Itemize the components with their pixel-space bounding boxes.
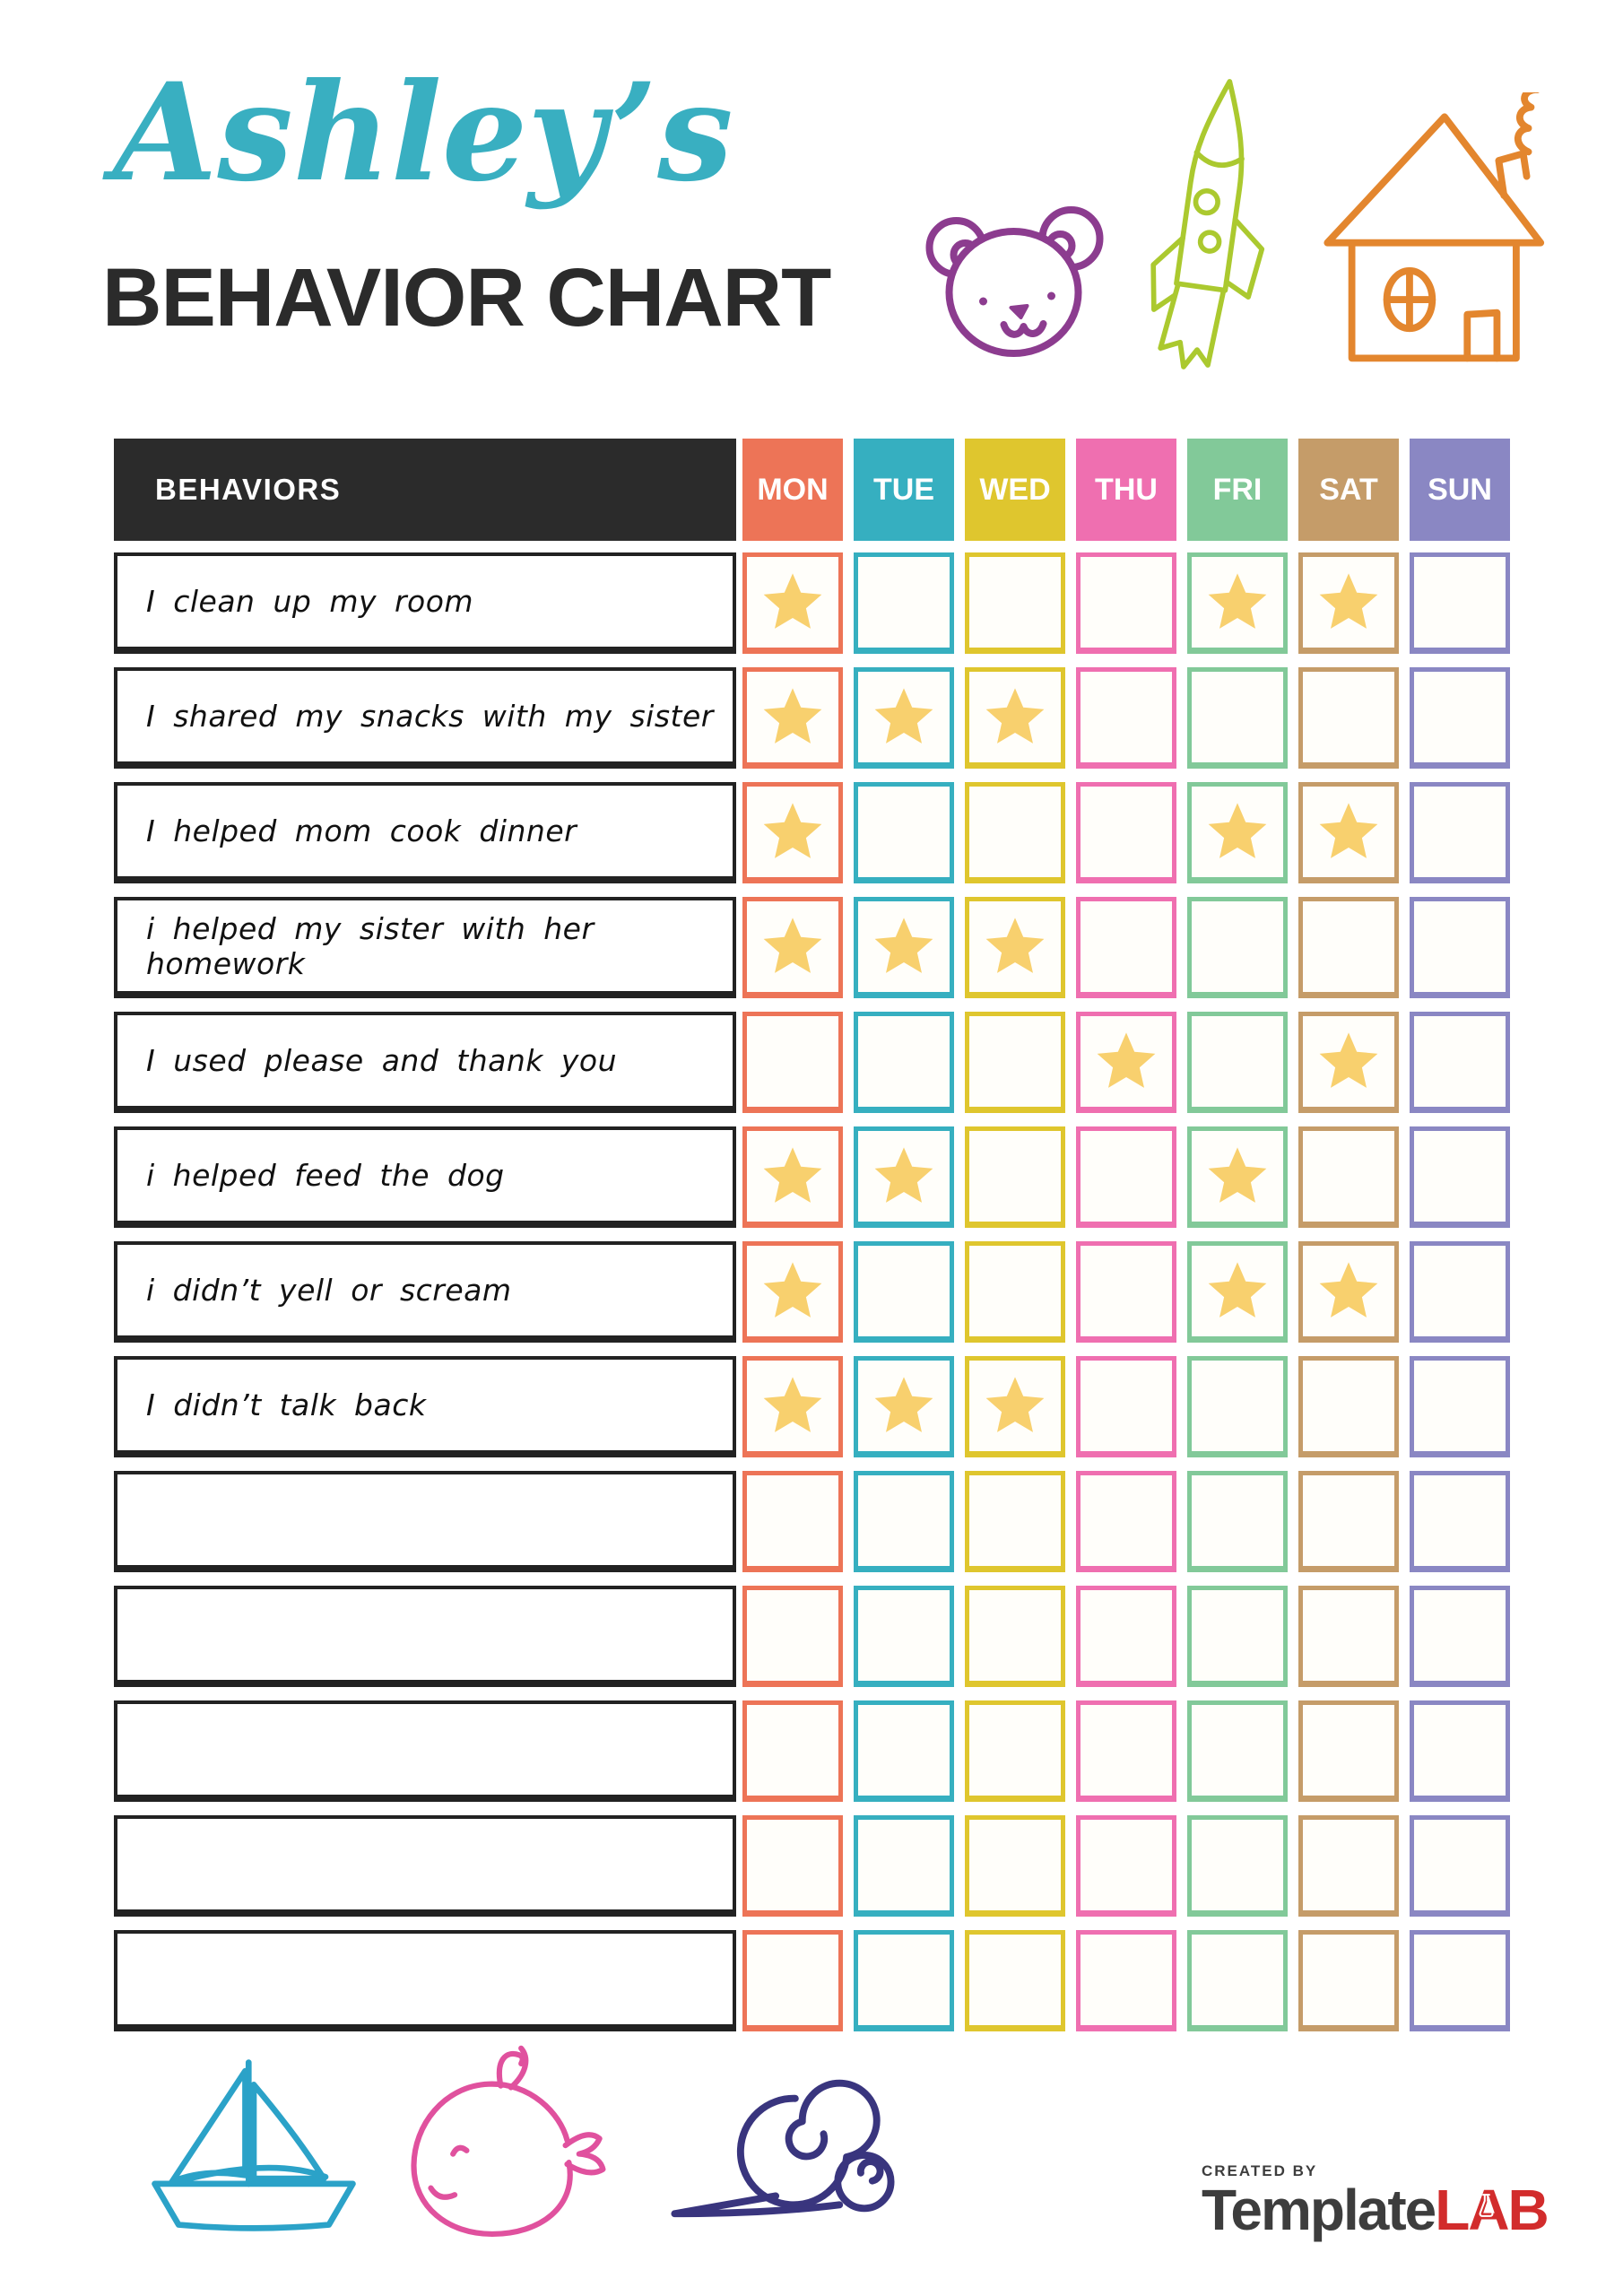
behavior-chart-table — [114, 439, 1510, 2045]
day-cell-sat[interactable] — [1298, 552, 1399, 654]
day-cell-sun[interactable] — [1410, 782, 1510, 883]
day-cell-mon[interactable] — [742, 1012, 843, 1113]
day-cell-sun[interactable] — [1410, 1586, 1510, 1687]
behavior-label: I used please and thank you — [114, 1012, 736, 1113]
day-cell-mon[interactable] — [742, 897, 843, 998]
behavior-label — [114, 1471, 736, 1572]
day-cell-mon[interactable] — [742, 552, 843, 654]
day-cell-thu[interactable] — [1076, 1471, 1176, 1572]
star-icon — [873, 1146, 934, 1207]
star-icon — [762, 1376, 823, 1437]
star-icon — [1207, 802, 1268, 863]
day-cell-fri[interactable] — [1187, 1012, 1288, 1113]
behavior-row — [114, 1700, 1510, 1802]
star-icon — [873, 687, 934, 748]
day-cell-tue[interactable] — [854, 1930, 954, 2031]
behavior-label — [114, 1700, 736, 1802]
day-cell-sat[interactable] — [1298, 1700, 1399, 1802]
day-cell-sat[interactable] — [1298, 1586, 1399, 1687]
day-cell-thu[interactable] — [1076, 1126, 1176, 1228]
page-title-name: Ashley’s — [113, 54, 733, 212]
day-cell-mon[interactable] — [742, 782, 843, 883]
day-cell-sat[interactable] — [1298, 1471, 1399, 1572]
behaviors-column-header: BEHAVIORS — [114, 439, 736, 541]
day-cell-thu[interactable] — [1076, 1586, 1176, 1687]
behavior-row — [114, 667, 1510, 769]
day-cell-fri[interactable] — [1187, 1930, 1288, 2031]
day-cell-wed[interactable] — [965, 552, 1065, 654]
behavior-label: I shared my snacks with my sister — [114, 667, 736, 769]
day-cell-fri[interactable] — [1187, 1700, 1288, 1802]
brand-primary-text: Template — [1202, 2178, 1436, 2242]
day-cell-mon[interactable] — [742, 1586, 843, 1687]
behavior-label: I helped mom cook dinner — [114, 782, 736, 883]
day-cell-thu[interactable] — [1076, 1356, 1176, 1457]
day-cell-wed[interactable] — [965, 1586, 1065, 1687]
day-cell-fri[interactable] — [1187, 1126, 1288, 1228]
day-cell-fri[interactable] — [1187, 1356, 1288, 1457]
day-cell-fri[interactable] — [1187, 1471, 1288, 1572]
star-icon — [1318, 802, 1379, 863]
chart-header-row — [114, 439, 1510, 541]
day-cell-tue[interactable] — [854, 1815, 954, 1917]
day-cell-wed[interactable] — [965, 782, 1065, 883]
day-cell-fri[interactable] — [1187, 1241, 1288, 1343]
day-cell-fri[interactable] — [1187, 782, 1288, 883]
day-cell-sat[interactable] — [1298, 1012, 1399, 1113]
day-cell-tue[interactable] — [854, 1586, 954, 1687]
day-cell-wed[interactable] — [965, 1012, 1065, 1113]
day-cell-mon[interactable] — [742, 1471, 843, 1572]
page-title: BEHAVIOR CHART — [102, 252, 831, 344]
day-cell-mon[interactable] — [742, 1241, 843, 1343]
day-cell-sat[interactable] — [1298, 1356, 1399, 1457]
day-cell-tue[interactable] — [854, 1356, 954, 1457]
day-header-thu: THU — [1076, 439, 1176, 541]
day-cell-sun[interactable] — [1410, 552, 1510, 654]
day-cell-wed[interactable] — [965, 1126, 1065, 1228]
day-cell-sun[interactable] — [1410, 1471, 1510, 1572]
day-cell-mon[interactable] — [742, 1930, 843, 2031]
brand-accent-text: LAB — [1435, 2178, 1548, 2242]
day-cell-thu[interactable] — [1076, 782, 1176, 883]
day-cell-wed[interactable] — [965, 1241, 1065, 1343]
star-icon — [762, 687, 823, 748]
day-cell-sun[interactable] — [1410, 897, 1510, 998]
bear-icon — [916, 190, 1109, 361]
day-header-sun: SUN — [1410, 439, 1510, 541]
house-icon — [1309, 92, 1576, 372]
day-cell-sun[interactable] — [1410, 667, 1510, 769]
star-icon — [1318, 1261, 1379, 1322]
day-cell-tue[interactable] — [854, 1700, 954, 1802]
star-icon — [985, 687, 1046, 748]
day-cell-tue[interactable] — [854, 1126, 954, 1228]
star-icon — [1207, 1261, 1268, 1322]
brand-name — [1202, 2178, 1548, 2242]
day-cell-fri[interactable] — [1187, 552, 1288, 654]
behavior-row — [114, 1815, 1510, 1917]
day-cell-sun[interactable] — [1410, 1126, 1510, 1228]
day-cell-wed[interactable] — [965, 1356, 1065, 1457]
star-icon — [873, 1376, 934, 1437]
behavior-label: I clean up my room — [114, 552, 736, 654]
chart-body — [114, 552, 1510, 2031]
day-cell-mon[interactable] — [742, 1126, 843, 1228]
rocket-icon — [1128, 68, 1289, 393]
behavior-row — [114, 782, 1510, 883]
day-cell-thu[interactable] — [1076, 1241, 1176, 1343]
day-header-mon: MON — [742, 439, 843, 541]
day-cell-fri[interactable] — [1187, 1586, 1288, 1687]
star-icon — [1207, 572, 1268, 633]
day-cell-fri[interactable] — [1187, 1815, 1288, 1917]
behavior-label: I didn’t talk back — [114, 1356, 736, 1457]
day-cell-wed[interactable] — [965, 667, 1065, 769]
day-cell-sun[interactable] — [1410, 1356, 1510, 1457]
day-cell-tue[interactable] — [854, 1012, 954, 1113]
behavior-label: i helped feed the dog — [114, 1126, 736, 1228]
day-cell-thu[interactable] — [1076, 897, 1176, 998]
day-cell-tue[interactable] — [854, 552, 954, 654]
behavior-row — [114, 1012, 1510, 1113]
day-cell-fri[interactable] — [1187, 897, 1288, 998]
day-cell-sun[interactable] — [1410, 1815, 1510, 1917]
behavior-row — [114, 1356, 1510, 1457]
star-icon — [1318, 1031, 1379, 1092]
day-cell-sun[interactable] — [1410, 1241, 1510, 1343]
star-icon — [762, 1261, 823, 1322]
behavior-row — [114, 1241, 1510, 1343]
day-cell-thu[interactable] — [1076, 1012, 1176, 1113]
day-cell-mon[interactable] — [742, 1700, 843, 1802]
day-cell-mon[interactable] — [742, 1356, 843, 1457]
behavior-row — [114, 1930, 1510, 2031]
day-cell-sat[interactable] — [1298, 1126, 1399, 1228]
day-cell-sat[interactable] — [1298, 1930, 1399, 2031]
behavior-row — [114, 1586, 1510, 1687]
behavior-row — [114, 1126, 1510, 1228]
day-cell-sat[interactable] — [1298, 782, 1399, 883]
star-icon — [1318, 572, 1379, 633]
day-cell-thu[interactable] — [1076, 552, 1176, 654]
star-icon — [762, 917, 823, 978]
day-cell-sat[interactable] — [1298, 667, 1399, 769]
snail-icon — [662, 2079, 902, 2230]
day-cell-thu[interactable] — [1076, 1930, 1176, 2031]
day-cell-mon[interactable] — [742, 667, 843, 769]
star-icon — [1207, 1146, 1268, 1207]
behavior-label — [114, 1930, 736, 2031]
day-cell-wed[interactable] — [965, 897, 1065, 998]
behavior-label: i didn’t yell or scream — [114, 1241, 736, 1343]
day-cell-fri[interactable] — [1187, 667, 1288, 769]
day-cell-wed[interactable] — [965, 1815, 1065, 1917]
day-cell-tue[interactable] — [854, 1241, 954, 1343]
whale-icon — [377, 2045, 638, 2249]
behavior-row — [114, 897, 1510, 998]
day-cell-sun[interactable] — [1410, 1930, 1510, 2031]
behavior-label: i helped my sister with her homework — [114, 897, 736, 998]
day-cell-sun[interactable] — [1410, 1700, 1510, 1802]
templatelab-logo — [1202, 2162, 1548, 2242]
star-icon — [762, 572, 823, 633]
day-cell-mon[interactable] — [742, 1815, 843, 1917]
flask-icon — [1479, 2192, 1494, 2219]
star-icon — [1096, 1031, 1157, 1092]
star-icon — [985, 917, 1046, 978]
behavior-label — [114, 1815, 736, 1917]
day-header-tue: TUE — [854, 439, 954, 541]
day-cell-tue[interactable] — [854, 667, 954, 769]
day-header-sat: SAT — [1298, 439, 1399, 541]
star-icon — [762, 802, 823, 863]
day-cell-thu[interactable] — [1076, 1815, 1176, 1917]
day-cell-tue[interactable] — [854, 1471, 954, 1572]
day-cell-sat[interactable] — [1298, 1241, 1399, 1343]
star-icon — [762, 1146, 823, 1207]
day-cell-sat[interactable] — [1298, 1815, 1399, 1917]
day-header-wed: WED — [965, 439, 1065, 541]
behavior-row — [114, 1471, 1510, 1572]
day-cell-sun[interactable] — [1410, 1012, 1510, 1113]
behavior-row — [114, 552, 1510, 654]
sailboat-icon — [142, 2056, 366, 2235]
created-by-label: CREATED BY — [1202, 2162, 1318, 2179]
star-icon — [985, 1376, 1046, 1437]
day-cell-sat[interactable] — [1298, 897, 1399, 998]
day-cell-tue[interactable] — [854, 782, 954, 883]
day-cell-thu[interactable] — [1076, 667, 1176, 769]
day-cell-thu[interactable] — [1076, 1700, 1176, 1802]
day-header-fri: FRI — [1187, 439, 1288, 541]
day-cell-wed[interactable] — [965, 1471, 1065, 1572]
star-icon — [873, 917, 934, 978]
day-cell-wed[interactable] — [965, 1930, 1065, 2031]
day-cell-tue[interactable] — [854, 897, 954, 998]
behavior-label — [114, 1586, 736, 1687]
day-cell-wed[interactable] — [965, 1700, 1065, 1802]
